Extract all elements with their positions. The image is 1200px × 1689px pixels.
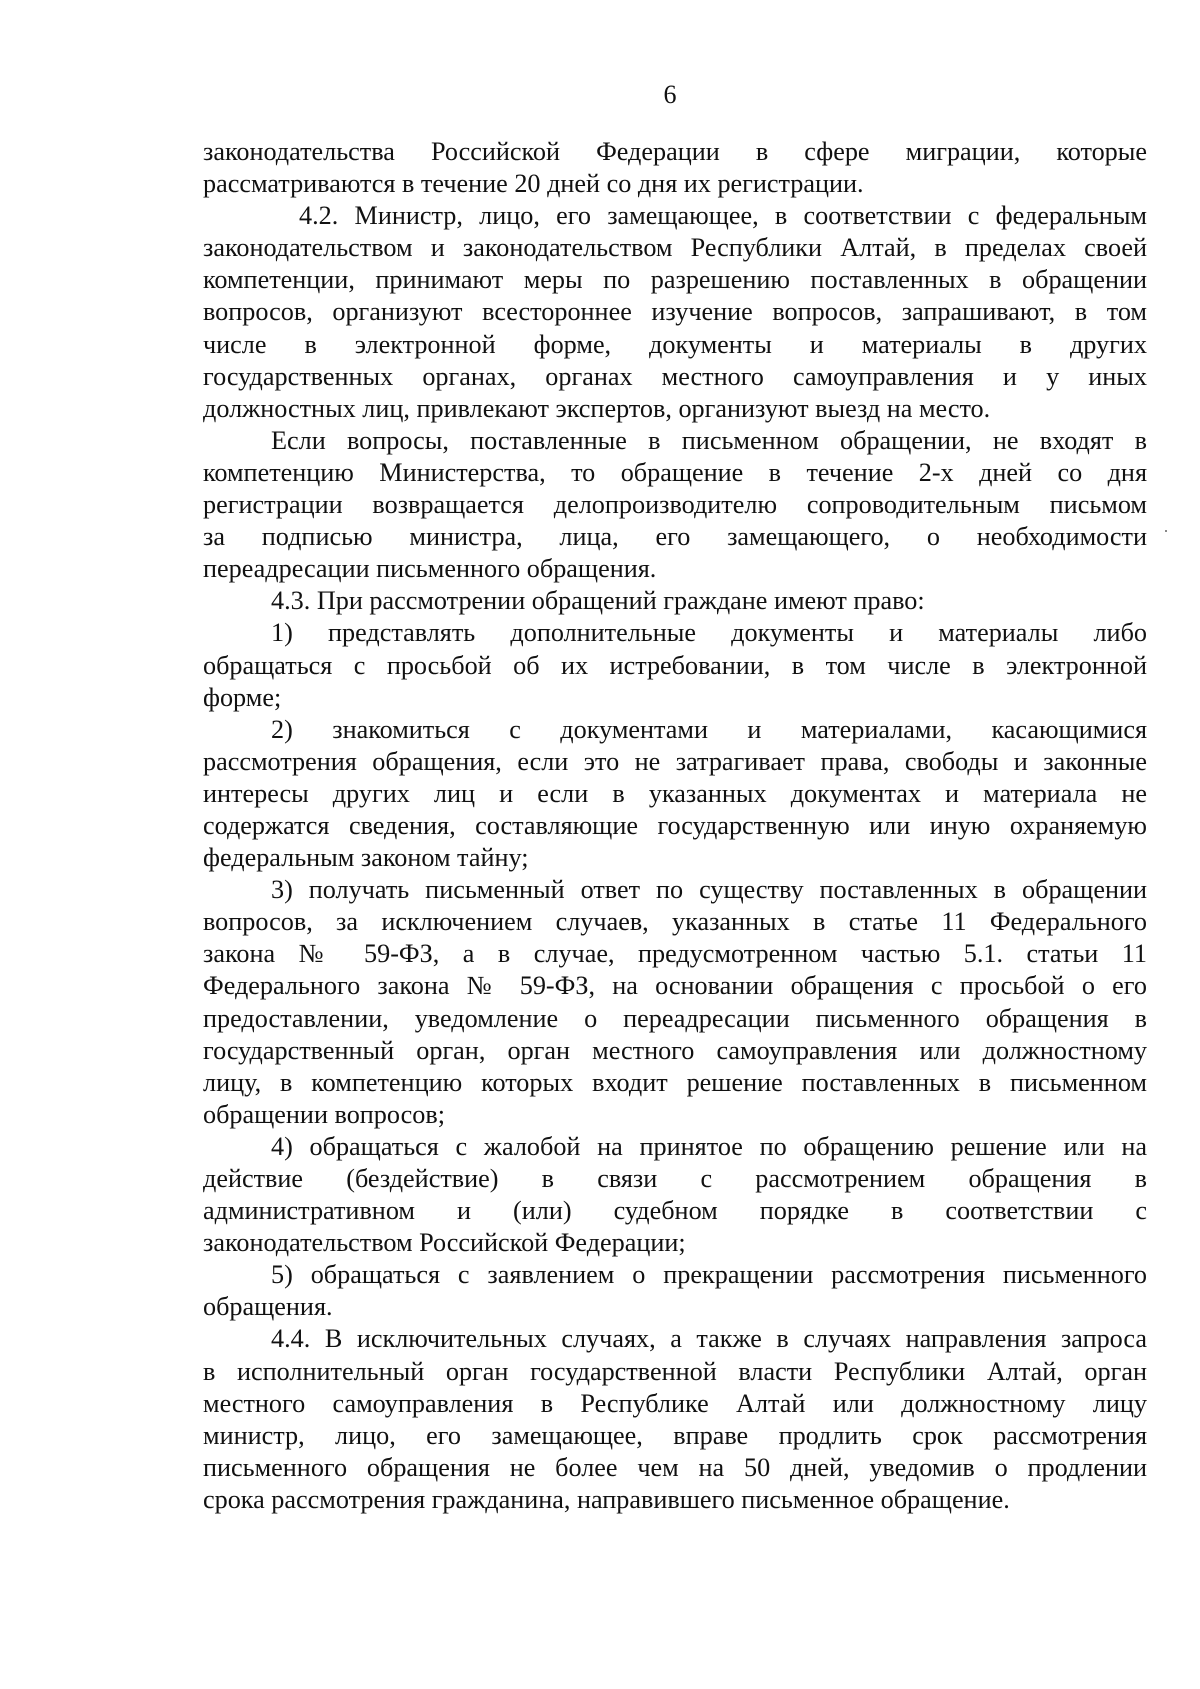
list-item-2 (203, 714, 1147, 874)
page-number: 6 (663, 80, 677, 109)
text-line: форме; (203, 682, 282, 712)
text-line: действие (бездействие) в связи с рассмотрением обращения в (203, 1164, 1147, 1193)
text-line: компетенции, принимают меры по разрешению поставленных в обращении (203, 265, 1147, 295)
text-line: обращении вопросов; (203, 1099, 446, 1129)
text-line: 5) обращаться с заявлением о прекращении рассмотрения письменного (271, 1260, 1147, 1290)
text-line: срока рассмотрения гражданина, направившего письменное обращение. (203, 1484, 1010, 1514)
text-line: 1) представлять дополнительные документы и материалы либо (271, 618, 1147, 648)
document-body (203, 136, 1147, 1516)
text-line: предоставлении, уведомление о переадресации письменного обращения в (203, 1003, 1147, 1033)
text-line: интересы других лиц и если в указанных документах и материала не (203, 778, 1147, 808)
text-line: вопросов, за исключением случаев, указанных в статье 11 Федерального (203, 907, 1147, 937)
text-line: за подписью министра, лица, его замещающего, о необходимости (203, 522, 1147, 552)
list-item-5 (203, 1259, 1147, 1323)
text-line: 4.3. При рассмотрении обращений граждане имеют право: (271, 586, 925, 616)
text-line: министр, лицо, его замещающее, вправе продлить срок рассмотрения (203, 1420, 1147, 1450)
scan-speck (1165, 530, 1167, 532)
text-line: письменного обращения не более чем на 50 дней, уведомив о продлении (203, 1452, 1147, 1482)
text-line: рассматриваются в течение 20 дней со дня их регистрации. (203, 169, 864, 199)
text-line: компетенцию Министерства, то обращение в течение 2-х дней со дня (203, 457, 1147, 487)
text-line: рассмотрения обращения, если это не затрагивает права, свободы и законные (203, 746, 1147, 776)
text-line: 4.2. Министр, лицо, его замещающее, в соответствии с федеральным (299, 201, 1147, 231)
text-line: содержатся сведения, составляющие государственную или иную охраняемую (203, 810, 1147, 840)
text-line: закона № 59-ФЗ, а в случае, предусмотренном частью 5.1. статьи 11 (203, 939, 1147, 969)
text-line: обращения. (203, 1292, 333, 1322)
text-line: Федерального закона № 59-ФЗ, на основании обращения с просьбой о его (203, 971, 1147, 1001)
text-line: административном и (или) судебном порядке в соответствии с (203, 1196, 1147, 1226)
text-line: обращаться с просьбой об их истребовании, в том числе в электронной (203, 650, 1147, 680)
text-line: 4) обращаться с жалобой на принятое по обращению решение или на (271, 1131, 1147, 1161)
text-line: должностных лиц, привлекают экспертов, организуют выезд на место. (203, 393, 991, 423)
text-line: законодательством и законодательством Республики Алтай, в пределах своей (203, 233, 1147, 263)
paragraph-4-4 (203, 1323, 1147, 1516)
list-item-4 (203, 1131, 1147, 1259)
text-line: числе в электронной форме, документы и материалы в других (203, 329, 1147, 359)
paragraph-4-3 (203, 585, 1147, 617)
paragraph-redirect (203, 425, 1147, 585)
text-line: Если вопросы, поставленные в письменном обращении, не входят в (271, 425, 1147, 455)
text-line: государственный орган, орган местного самоуправления или должностному (203, 1035, 1147, 1065)
text-line: федеральным законом тайну; (203, 843, 529, 873)
paragraph-4-2 (203, 200, 1147, 425)
text-line: местного самоуправления в Республике Алтай или должностному лицу (203, 1388, 1147, 1418)
list-item-3 (203, 874, 1147, 1131)
text-line: законодательства Российской Федерации в сфере миграции, которые (203, 137, 1147, 166)
text-line: вопросов, организуют всестороннее изучение вопросов, запрашивают, в том (203, 297, 1147, 327)
text-line: законодательством Российской Федерации; (203, 1228, 686, 1258)
paragraph-continuation (203, 136, 1147, 200)
text-line: 3) получать письменный ответ по существу поставленных в обращении (271, 875, 1147, 905)
text-line: лицу, в компетенцию которых входит решение поставленных в письменном (203, 1067, 1147, 1097)
text-line: регистрации возвращается делопроизводителю сопроводительным письмом (203, 490, 1147, 520)
text-line: в исполнительный орган государственной власти Республики Алтай, орган (203, 1356, 1147, 1386)
text-line: государственных органах, органах местного самоуправления и у иных (203, 361, 1147, 391)
text-line: 2) знакомиться с документами и материалами, касающимися (271, 714, 1147, 744)
text-line: переадресации письменного обращения. (203, 554, 657, 584)
text-line: 4.4. В исключительных случаях, а также в случаях направления запроса (271, 1324, 1147, 1354)
list-item-1 (203, 617, 1147, 713)
